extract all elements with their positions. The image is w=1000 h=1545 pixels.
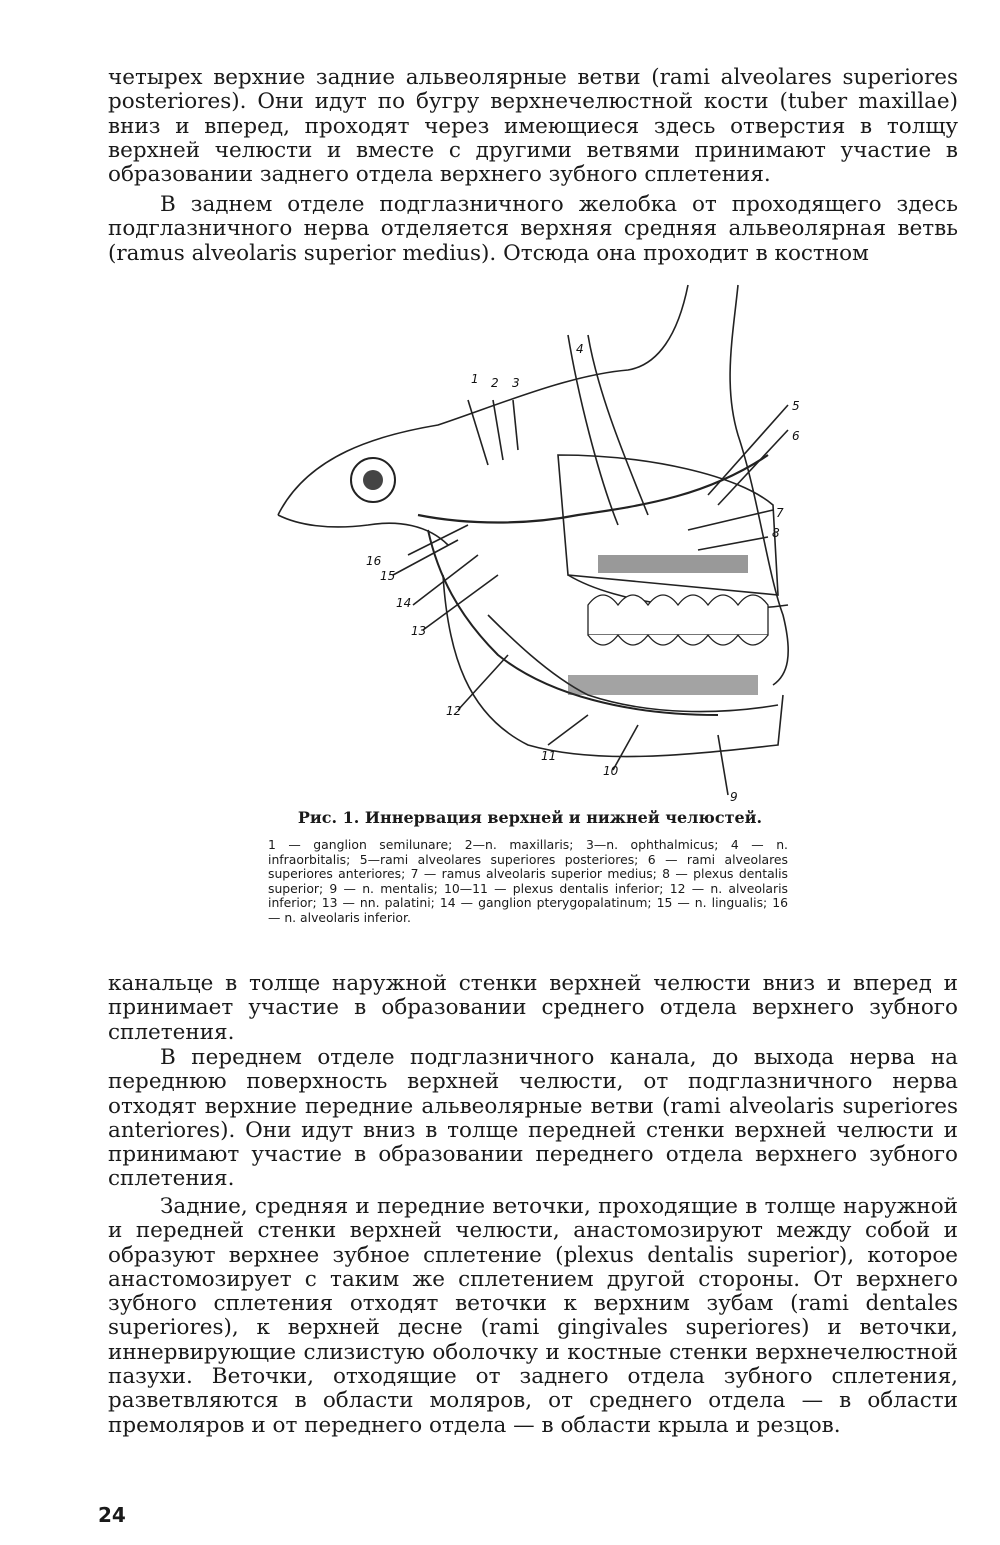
label-13: 13 [411,624,427,638]
label-10: 10 [603,764,619,778]
label-16: 16 [366,554,382,568]
label-3: 3 [512,376,520,390]
label-9: 9 [730,790,738,804]
label-12: 12 [446,704,462,718]
jaw-innervation-drawing [268,275,808,805]
label-7: 7 [776,506,784,520]
label-6: 6 [792,429,800,443]
label-4: 4 [576,342,584,356]
label-1: 1 [471,372,479,386]
label-14: 14 [396,596,412,610]
label-15: 15 [380,569,396,583]
label-11: 11 [541,749,557,763]
figure-caption: Рис. 1. Иннервация верхней и нижней челюстей. [297,808,763,827]
label-2: 2 [491,376,499,390]
paragraph-2: В заднем отделе подглазничного желобка от проходящего здесь подглазничного нерва отделяется верхняя средняя альвеолярная ветвь (ramus alveolaris superior medius). Отсюда она проходит в костном [108,192,958,266]
paragraph-5: Задние, средняя и передние веточки, проходящие в толще наружной и передней стенки верхней челюсти, анастомозируют между собой и образуют верхнее зубное сплетение (plexus dentalis superior), которое анастомозирует с таким же сплетением другой стороны. От верхнего зубного сплетения отходят веточки к верхним зубам (rami dentales superiores), к верхней десне (rami gingivales superiores) и веточки, иннервирующие слизистую оболочку и костные стенки верхнечелюстной пазухи. Веточки, отходящие от заднего отдела зубного сплетения, разветвляются в области моляров, от среднего отдела — в области премоляров и от переднего отдела — в области крыла и резцов. [108,1194,958,1438]
page-number: 24 [98,1503,126,1527]
figure-legend: 1 — ganglion semilunare; 2—n. maxillaris; 3—n. ophthalmicus; 4 — n. infraorbitalis; 5—rami alveolares superiores posteriores; 6 — rami alveolares superiores anteriores; 7 — ramus alveolaris superior medius; 8 — plexus dentalis superior; 9 — n. mentalis; 10—11 — plexus dentalis inferior; 12 — n. alveolaris inferior; 13 — nn. palatini; 14 — ganglion pterygopalatinum; 15 — n. lingualis; 16 — n. alveolaris inferior. [268,837,788,925]
paragraph-3: канальце в толще наружной стенки верхней челюсти вниз и вперед и принимает участие в образовании среднего отдела верхнего зубного сплетения. [108,971,958,1045]
paragraph-4: В переднем отделе подглазничного канала, до выхода нерва на переднюю поверхность верхней челюсти, от подглазничного нерва отходят верхние передние альвеолярные ветви (rami alveolaris superiores anteriores). Они идут вниз в толще передней стенки верхней челюсти и принимают участие в образовании переднего отдела верхнего зубного сплетения. [108,1045,958,1192]
label-8: 8 [772,526,780,540]
label-5: 5 [792,399,800,413]
paragraph-1: четырех верхние задние альвеолярные ветви (rami alveolares superiores posteriores). Они идут по бугру верхнечелюстной кости (tuber maxillae) вниз и вперед, проходят через имеющиеся здесь отверстия в толщу верхней челюсти и вместе с другими ветвями принимают участие в образовании заднего отдела верхнего зубного сплетения. [108,65,958,188]
anatomy-figure [268,275,808,805]
